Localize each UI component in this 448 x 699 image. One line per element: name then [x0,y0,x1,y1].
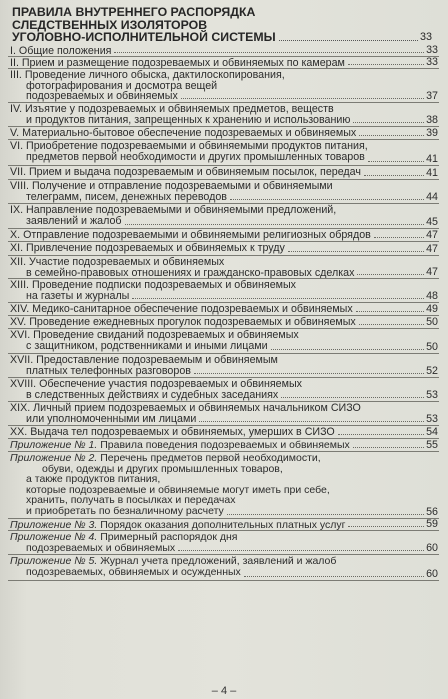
page-number: – 4 – [211,685,237,697]
toc-entry-line-text: XI. Привлечение подозреваемых и обвиняемых к труду [10,242,285,254]
toc-entry-line [10,543,237,554]
toc-entry-text [10,427,335,438]
toc-entry-page: 59 [426,518,438,530]
toc-entry-text [10,330,299,351]
appendix-label: Приложение № 4. [10,531,98,543]
appendix-label: Приложение № 2. [10,452,98,464]
dot-leader [244,576,424,577]
toc-entry-line-text: хранить, получать в посылках и передачах [26,494,236,507]
toc-entry-line-text: IV. Изъятие у подозреваемых и обвиняемых предметов, веществ [10,103,334,115]
toc-entry-page: 50 [426,341,438,353]
toc-entry-line [10,268,354,279]
toc-entry-page: 55 [426,439,438,451]
toc-entry-line-text: Примерный распорядок дня [97,531,238,543]
toc-entry-page: 60 [426,568,438,580]
dot-leader [338,434,424,435]
toc-entry-line [10,192,333,203]
toc-entry-line [10,230,371,241]
toc-entry-line-text: XVI. Проведение свиданий подозреваемых и обвиняемых [10,329,299,341]
toc-entry-page: 33 [426,56,438,68]
toc-entry-text [10,141,368,162]
toc-entry-line-text: Порядок оказания дополнительных платных услуг [97,519,346,531]
toc-entry-line-text: телеграмм, писем, денежных переводов [26,190,227,203]
toc-entry-line [10,427,335,438]
toc-entry-text [10,520,345,531]
dot-leader [348,526,424,527]
toc-entry-line-text: подозреваемых и обвиняемых [26,541,176,554]
toc-entry-line-text: а также продуктов питания, [26,473,161,486]
toc-entry-line [10,520,345,531]
toc-entry-page: 54 [426,426,438,438]
toc-entry-line-text: I. Общие положения [10,45,112,57]
dot-leader [132,298,424,299]
toc-entry-line-text: Правила поведения подозреваемых и обвиняемых [97,439,350,451]
toc-entry-line [10,167,361,178]
toc-entry-line [10,317,356,328]
toc-entry-page: 47 [426,266,438,278]
toc-entry-line [10,366,278,377]
toc-entry-line-text: и продуктов питания, запрещенных к хранению и использованию [26,113,351,126]
toc-entry [0,166,448,180]
toc-entry-page: 39 [426,127,438,139]
toc-entry [0,45,448,57]
dot-leader [357,274,424,275]
toc-entry [0,279,448,303]
toc-entry-line-text: XVIII. Обеспечение участия подозреваемых и обвиняемых [10,378,302,390]
toc-entry [0,69,448,103]
toc-entry [0,256,448,279]
toc-entry-text [10,556,336,577]
toc-entry-page: 52 [426,365,438,377]
toc-heading-page: 33 [419,31,432,44]
toc-entry [0,378,448,402]
toc-entry-page: 49 [426,303,438,315]
toc-appendix-entry [0,452,448,519]
toc-entry-line [10,128,356,139]
toc-entry [0,229,448,242]
toc-entry-page: 44 [426,191,438,203]
toc-entry-line-text: заявлений и жалоб [26,214,122,227]
toc-entry [0,103,448,127]
toc-entry-text [10,167,361,178]
toc-entry-text [10,70,285,102]
toc-heading-line-3-text: УГОЛОВНО-ИСПОЛНИТЕЛЬНОЙ СИСТЕМЫ [12,30,276,45]
toc-entry-line-text: Перечень предметов первой необходимости, [97,452,321,464]
dot-leader [181,98,424,99]
toc-entry-text [10,317,356,328]
toc-heading-line-2: СЛЕДСТВЕННЫХ ИЗОЛЯТОРОВ [12,17,208,32]
toc-entry-page: 50 [426,316,438,328]
dot-leader [364,175,424,176]
toc-entry-line-text: VI. Приобретение подозреваемыми и обвиняемыми продуктов питания, [10,140,368,152]
toc-entry-line [10,46,111,57]
toc-heading [12,6,432,44]
toc-entry [0,426,448,439]
toc-entry-page: 38 [426,114,438,126]
dot-leader [199,421,424,422]
dot-leader [271,349,424,350]
toc-entry-line-text: IX. Направление подозреваемыми и обвиняемыми предложений, [10,204,337,216]
toc-entry [0,303,448,316]
toc-entry-line-text: XIX. Личный прием подозреваемых и обвиняемых начальником СИЗО [10,402,361,414]
toc-entry-line-text: платных телефонных разговоров [26,364,191,377]
toc-entry-line-text: VIII. Получение и отправление подозреваемыми и обвиняемыми [10,180,333,192]
toc-entry-line-text: XX. Выдача тел подозреваемых и обвиняемых, умерших в СИЗО [10,426,335,438]
toc-entry-line-text: и приобретать по безналичному расчету [26,504,224,517]
toc-entry-text [10,46,111,57]
toc-entry-page: 45 [426,216,438,228]
toc-entry-line-text: XV. Проведение ежедневных прогулок подозреваемых и обвиняемых [10,316,356,328]
toc-entry-page: 47 [426,229,438,241]
toc-entry [0,329,448,354]
toc-entry [0,242,448,256]
dot-leader [356,311,424,312]
toc-entry-line-text: в следственных действиях и судебных заседаниях [26,388,279,401]
toc-entry-line-text: фотографирования и досмотра вещей [26,79,218,92]
toc-entry-page: 41 [426,167,438,179]
toc-appendix-entry [0,519,448,531]
toc-entry-line [10,390,302,401]
appendix-label: Приложение № 1. [10,439,98,451]
toc-entry-line-text: подозреваемых и обвиняемых [26,90,178,103]
toc-entry [0,57,448,69]
toc-entry-text [10,205,336,226]
toc-entry-line [10,440,350,451]
dot-leader [281,397,424,398]
toc-entry-line-text: II. Прием и размещение подозреваемых и обвиняемых по камерам [10,57,345,69]
toc-entry-line-text: подозреваемых, обвиняемых и осужденных [26,565,241,578]
toc-entry-line-text: XVII. Предоставление подозреваемым и обвиняемым [10,354,278,366]
toc-entry-page: 60 [426,542,438,554]
dot-leader [230,199,424,200]
toc-entry [0,354,448,378]
toc-appendix-entry [0,555,448,581]
dot-leader [288,251,424,252]
toc-entry [0,140,448,166]
dot-leader [114,52,424,53]
toc-entry-line-text: с защитником, родственниками и иными лицами [26,339,268,352]
toc-entry [0,204,448,229]
toc-entry-line-text: или уполномоченными им лицами [26,412,197,425]
toc-entry [0,316,448,329]
toc-entry-line-text: обуви, одежды и других промышленных товаров, [42,462,283,475]
toc-entry-line [10,243,285,254]
toc-heading-line-3 [12,31,432,44]
dot-leader [368,161,424,162]
toc-entry-page: 47 [426,243,438,255]
toc-entry-text [10,304,353,315]
dot-leader [178,550,424,551]
toc-entry-line-text: которые подозреваемые и обвиняемые могут иметь при себе, [26,483,330,496]
dot-leader [125,224,424,225]
toc-entry-text [10,453,330,517]
dot-leader [359,135,424,136]
toc-entry-line [10,341,299,352]
toc-entry-page: 37 [426,90,438,102]
toc-entry-text [10,257,354,278]
toc-entry-page: 53 [426,413,438,425]
toc-entry-line-text: XIII. Проведение подписки подозреваемых и обвиняемых [10,279,297,291]
toc-entry-line [10,304,353,315]
dot-leader [227,514,424,515]
toc-appendix-entry [0,439,448,452]
row-divider [8,580,439,581]
dot-leader [359,324,424,325]
dot-leader [279,39,418,41]
dot-leader [353,447,424,448]
toc-entry-text [10,128,356,139]
dot-leader [374,237,424,238]
toc-entry [0,180,448,204]
toc-entry-line-text: V. Материально-бытовое обеспечение подозреваемых и обвиняемых [10,127,357,139]
toc-entry-line-text: III. Проведение личного обыска, дактилоскопирования, [10,69,285,81]
toc-entry-line-text: предметов первой необходимости и других промышленных товаров [26,150,365,163]
toc-entry-line-text: XIV. Медико-санитарное обеспечение подозреваемых и обвиняемых [10,303,353,315]
toc-entry-line [10,115,350,126]
dot-leader [194,373,424,374]
toc-entry-line [10,91,285,102]
toc-entry-line-text: X. Отправление подозреваемыми и обвиняемыми религиозных обрядов [10,229,371,241]
toc-entry-line-text: XII. Участие подозреваемых и обвиняемых [10,256,225,268]
toc-appendix-entry [0,531,448,555]
toc-entry-text [10,230,371,241]
toc-entry-line [10,291,296,302]
appendix-label: Приложение № 5. [10,555,98,567]
toc-entry-text [10,104,350,125]
toc-entry-text [10,243,285,254]
dot-leader [348,64,424,65]
toc-entry-line-text: в семейно-правовых отношениях и гражданско-правовых сделках [26,266,355,279]
toc-entry-line-text: Журнал учета предложений, заявлений и жалоб [97,555,337,567]
toc-entry-page: 41 [426,153,438,165]
dot-leader [353,122,424,123]
toc-entry-page: 56 [426,506,438,518]
toc-entry-line [10,414,361,425]
toc-entry [0,127,448,140]
appendix-label: Приложение № 3. [10,519,98,531]
toc-entry-line-text: на газеты и журналы [26,289,130,302]
toc-entry-text [10,58,345,69]
toc-entry-page: 48 [426,290,438,302]
toc-entry-line [10,152,368,163]
toc-entry-page: 53 [426,389,438,401]
toc-entry-line [10,58,345,69]
toc-entry-page: 33 [426,44,438,56]
toc-entry-text [10,379,302,400]
toc-entry-line-text: VII. Прием и выдача подозреваемым и обвиняемым посылок, передач [10,166,361,178]
toc-heading-line-1: ПРАВИЛА ВНУТРЕННЕГО РАСПОРЯДКА [12,5,256,19]
toc-entry-text [10,440,350,451]
toc-entry [0,402,448,426]
